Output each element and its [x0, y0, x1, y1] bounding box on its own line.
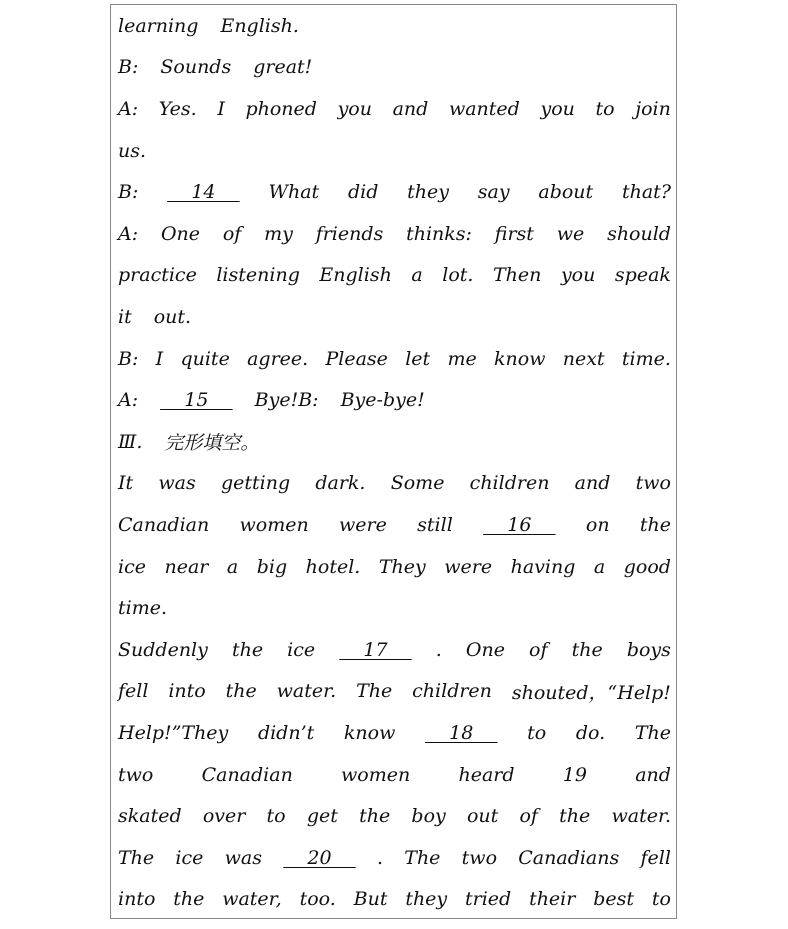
word: of — [222, 222, 242, 245]
word: were — [339, 513, 387, 536]
word: 19 — [562, 763, 587, 786]
word: their — [529, 888, 576, 911]
word: agree. — [247, 347, 309, 370]
word: first — [494, 222, 534, 245]
word: I — [155, 347, 164, 370]
text-line — [118, 5, 671, 47]
word: But — [353, 888, 388, 911]
word: . — [376, 846, 384, 869]
text-line — [118, 587, 671, 629]
word: Yes. — [158, 97, 197, 120]
word: hotel. — [305, 555, 361, 578]
word: getting — [220, 472, 291, 495]
word: you — [337, 97, 372, 120]
word: know — [343, 721, 396, 744]
word: it — [118, 305, 132, 328]
text-line — [118, 837, 671, 879]
word: near — [164, 555, 209, 578]
word: us. — [118, 139, 147, 162]
word: fell — [640, 846, 671, 869]
word: B: — [118, 181, 139, 204]
word: of — [519, 805, 538, 828]
word: get — [306, 805, 338, 828]
word: A: — [118, 389, 139, 412]
word: heard — [458, 763, 515, 786]
word: women — [341, 763, 411, 786]
word: two — [118, 763, 154, 786]
word: good — [623, 555, 671, 578]
word: they — [405, 888, 448, 911]
word: join — [635, 97, 671, 120]
text-line — [118, 421, 671, 463]
word: say — [477, 181, 510, 204]
word: B: — [118, 347, 139, 370]
word: women — [239, 513, 309, 536]
word: learning — [118, 14, 199, 37]
word: wanted — [448, 97, 520, 120]
text-line — [118, 213, 671, 255]
word: A: — [118, 222, 139, 245]
word: did — [347, 181, 379, 204]
word: What — [268, 181, 320, 204]
word: children — [412, 680, 492, 703]
text-line — [118, 629, 671, 671]
word: Ⅲ. — [118, 430, 143, 453]
text-line — [118, 255, 671, 297]
word: Canadian — [118, 513, 210, 536]
answer-blank[interactable]: 18 — [425, 721, 498, 744]
word: we — [556, 222, 585, 245]
word: The — [634, 721, 671, 744]
word: best — [593, 888, 634, 911]
word: quite — [180, 347, 230, 370]
word: and — [635, 763, 671, 786]
word: ice — [175, 846, 204, 869]
word: Suddenly — [118, 638, 208, 661]
word: two — [461, 846, 498, 869]
word: the — [231, 638, 264, 661]
word: phoned — [245, 97, 317, 120]
word: A: — [118, 97, 139, 120]
text-line — [118, 296, 671, 338]
word: know — [494, 347, 546, 370]
word: friends — [315, 222, 384, 245]
word: Canadian — [201, 763, 293, 786]
word: was — [224, 846, 262, 869]
word: time. — [118, 597, 168, 620]
word: still — [417, 513, 453, 536]
word: Then — [493, 264, 542, 287]
text-line — [118, 130, 671, 172]
word: into — [118, 888, 156, 911]
word: next — [562, 347, 605, 370]
word: they — [407, 181, 449, 204]
word: ice — [118, 555, 146, 578]
word: children — [469, 472, 550, 495]
word: . — [435, 638, 442, 661]
word: Canadians — [518, 846, 620, 869]
word: practice — [118, 264, 197, 287]
word: One — [160, 222, 200, 245]
word: boy — [411, 805, 446, 828]
word: Bye-bye! — [340, 389, 425, 412]
word: didn’t — [257, 721, 315, 744]
word: Please — [325, 347, 388, 370]
text-line — [118, 795, 671, 837]
word: shouted，“Help! — [511, 681, 671, 704]
answer-blank[interactable]: 14 — [167, 181, 240, 204]
word: It — [118, 472, 134, 495]
word: fell — [118, 680, 149, 703]
word: were — [444, 555, 493, 578]
word: dark. — [315, 472, 366, 495]
word: and — [574, 472, 611, 495]
word: out — [466, 805, 499, 828]
word: Help!”They — [118, 721, 229, 744]
word: big — [256, 555, 288, 578]
word: on — [585, 513, 610, 536]
word: speak — [614, 264, 671, 287]
word: my — [264, 222, 293, 245]
word: do. — [575, 721, 606, 744]
word: Some — [390, 472, 445, 495]
word: the — [173, 888, 205, 911]
word: thinks: — [406, 222, 472, 245]
word: of — [529, 638, 548, 661]
text-line — [118, 88, 671, 130]
word: to — [266, 805, 286, 828]
word: English — [319, 264, 392, 287]
word: should — [607, 222, 671, 245]
text-line — [118, 879, 671, 919]
word: having — [510, 555, 576, 578]
word: me — [447, 347, 477, 370]
word: too. — [299, 888, 336, 911]
word: out. — [153, 305, 192, 328]
word: The — [118, 846, 155, 869]
word: to — [595, 97, 615, 120]
word: Sounds — [160, 56, 232, 79]
text-line — [118, 754, 671, 796]
word: lot. — [442, 264, 474, 287]
text-line — [118, 171, 671, 213]
text-line — [118, 546, 671, 588]
word: 完形填空。 — [164, 432, 260, 455]
word: the — [225, 680, 257, 703]
text-line — [118, 338, 671, 380]
text-line — [118, 463, 671, 505]
word: B: — [118, 56, 139, 79]
text-line — [118, 379, 671, 421]
text-line — [118, 712, 671, 754]
word: Bye!B: — [254, 389, 319, 412]
word: water, — [222, 888, 282, 911]
answer-blank[interactable]: 17 — [339, 638, 412, 661]
word: skated — [118, 805, 182, 828]
word: the — [359, 805, 391, 828]
word: ice — [287, 638, 316, 661]
word: a — [593, 555, 606, 578]
word: water. — [276, 680, 337, 703]
word: The — [404, 846, 441, 869]
word: boys — [626, 638, 671, 661]
word: and — [392, 97, 429, 120]
word: about — [538, 181, 594, 204]
word: the — [639, 513, 671, 536]
word: to — [527, 721, 547, 744]
word: was — [158, 472, 196, 495]
answer-blank[interactable]: 15 — [160, 389, 233, 412]
word: water. — [611, 805, 671, 828]
word: English. — [220, 14, 299, 37]
answer-blank[interactable]: 20 — [283, 846, 356, 869]
text-line — [118, 504, 671, 546]
word: to — [651, 888, 671, 911]
document-page — [110, 4, 677, 919]
word: One — [465, 638, 505, 661]
word: over — [202, 805, 246, 828]
word: the — [559, 805, 591, 828]
word: you — [540, 97, 575, 120]
text-line — [118, 671, 671, 713]
word: listening — [216, 264, 300, 287]
answer-blank[interactable]: 16 — [483, 513, 556, 536]
word: let — [405, 347, 431, 370]
word: tried — [465, 888, 512, 911]
word: the — [571, 638, 603, 661]
word: time. — [621, 347, 671, 370]
word: that? — [621, 181, 671, 204]
word: a — [411, 264, 423, 287]
word: They — [378, 555, 426, 578]
text-line — [118, 47, 671, 89]
word: I — [217, 97, 225, 120]
word: into — [168, 680, 206, 703]
word: you — [560, 264, 596, 287]
word: The — [356, 680, 393, 703]
word: great! — [253, 56, 313, 79]
word: a — [226, 555, 239, 578]
word: two — [635, 472, 671, 495]
